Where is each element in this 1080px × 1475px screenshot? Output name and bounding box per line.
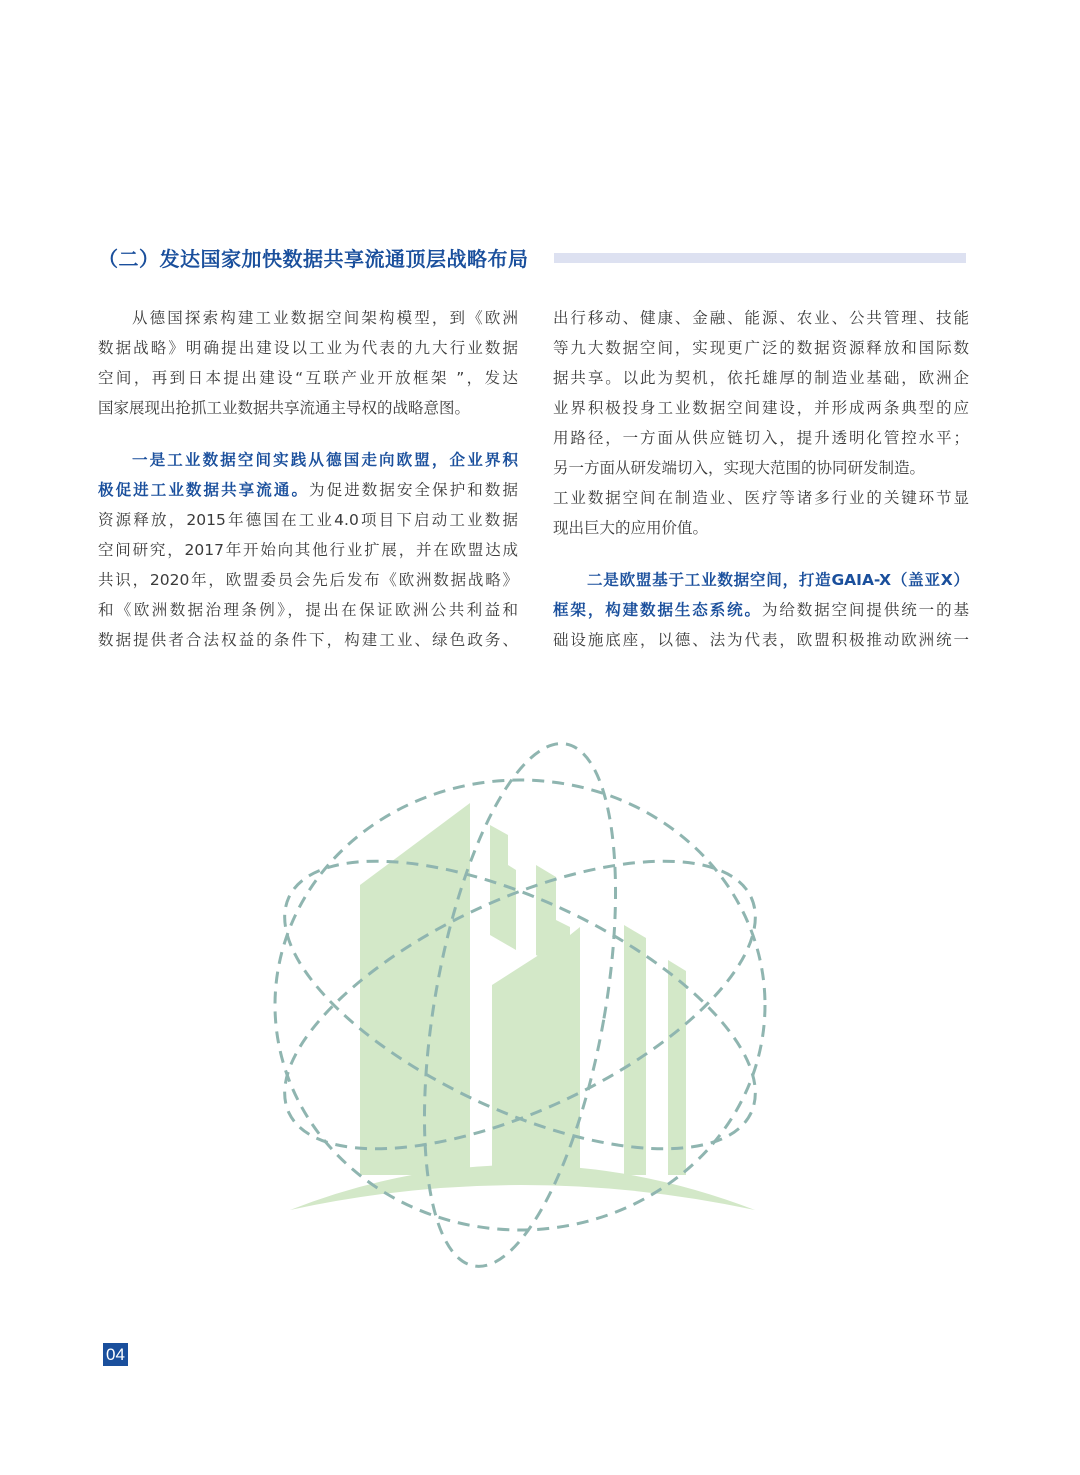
text-line — [553, 513, 969, 543]
body-text: 空间，再到日本提出建设“互联产业开放框架 ”，发达 — [98, 369, 518, 387]
heading-decoration-bar — [554, 253, 966, 263]
text-line — [98, 363, 518, 393]
left-column — [98, 303, 518, 655]
body-text: 从德国探索构建工业数据空间架构模型，到《欧洲 — [132, 309, 518, 327]
text-line — [98, 535, 518, 565]
bold-lead-text: 极促进工业数据共享流通。 — [98, 481, 310, 499]
text-line — [553, 625, 969, 655]
text-line — [553, 483, 969, 513]
text-line — [98, 303, 518, 333]
body-text: 空间研究，2017年开始向其他行业扩展，并在欧盟达成 — [98, 541, 518, 559]
bold-lead-text: 一是工业数据空间实践从德国走向欧盟，企业界积 — [132, 451, 518, 469]
text-line — [98, 625, 518, 655]
body-text: 为给数据空间提供统一的基 — [761, 601, 969, 619]
text-line — [98, 393, 518, 423]
text-line — [98, 333, 518, 363]
text-line — [553, 393, 969, 423]
body-text: 另一方面从研发端切入，实现大范围的协同研发制造。 — [553, 459, 926, 477]
body-text: 和《欧洲数据治理条例》，提出在保证欧洲公共利益和 — [98, 601, 518, 619]
text-line — [98, 445, 518, 475]
body-text: 为促进数据安全保护和数据 — [309, 481, 518, 499]
text-line — [553, 565, 969, 595]
section-heading: （二）发达国家加快数据共享流通顶层战略布局 — [98, 247, 529, 271]
body-text: 资源释放，2015年德国在工业4.0项目下启动工业数据 — [98, 511, 518, 529]
page-number: 04 — [103, 1343, 128, 1366]
text-line — [553, 333, 969, 363]
body-text: 数据提供者合法权益的条件下，构建工业、绿色政务、 — [98, 631, 518, 649]
text-line — [553, 595, 969, 625]
body-text: 础设施底座，以德、法为代表，欧盟积极推动欧洲统一 — [553, 631, 969, 649]
paragraph-gap — [98, 423, 518, 445]
text-line — [553, 423, 969, 453]
right-column — [553, 303, 969, 655]
body-text: 出行移动、健康、金融、能源、农业、公共管理、技能 — [553, 309, 969, 327]
text-line — [98, 505, 518, 535]
body-text: 业界积极投身工业数据空间建设，并形成两条典型的应 — [553, 399, 969, 417]
text-line — [98, 475, 518, 505]
body-text: 国家展现出抢抓工业数据共享流通主导权的战略意图。 — [98, 399, 471, 417]
text-line — [553, 303, 969, 333]
body-text: 等九大数据空间，实现更广泛的数据资源释放和国际数 — [553, 339, 969, 357]
paragraph-gap — [553, 543, 969, 565]
body-text: 现出巨大的应用价值。 — [553, 519, 709, 537]
bold-lead-text: 框架，构建数据生态系统。 — [553, 601, 762, 619]
text-line — [553, 453, 969, 483]
text-line — [98, 565, 518, 595]
text-line — [98, 595, 518, 625]
body-text: 共识，2020年，欧盟委员会先后发布《欧洲数据战略》 — [98, 571, 518, 589]
body-text: 工业数据空间在制造业、医疗等诸多行业的关键环节显 — [553, 489, 969, 507]
text-line — [553, 363, 969, 393]
body-text: 用路径，一方面从供应链切入，提升透明化管控水平； — [553, 429, 969, 447]
body-text: 据共享。以此为契机，依托雄厚的制造业基础，欧洲企 — [553, 369, 969, 387]
body-text: 数据战略》明确提出建设以工业为代表的九大行业数据 — [98, 339, 518, 357]
bold-lead-text: 二是欧盟基于工业数据空间，打造GAIA-X（盖亚X） — [587, 571, 969, 589]
industrial-data-space-illustration — [250, 735, 790, 1285]
